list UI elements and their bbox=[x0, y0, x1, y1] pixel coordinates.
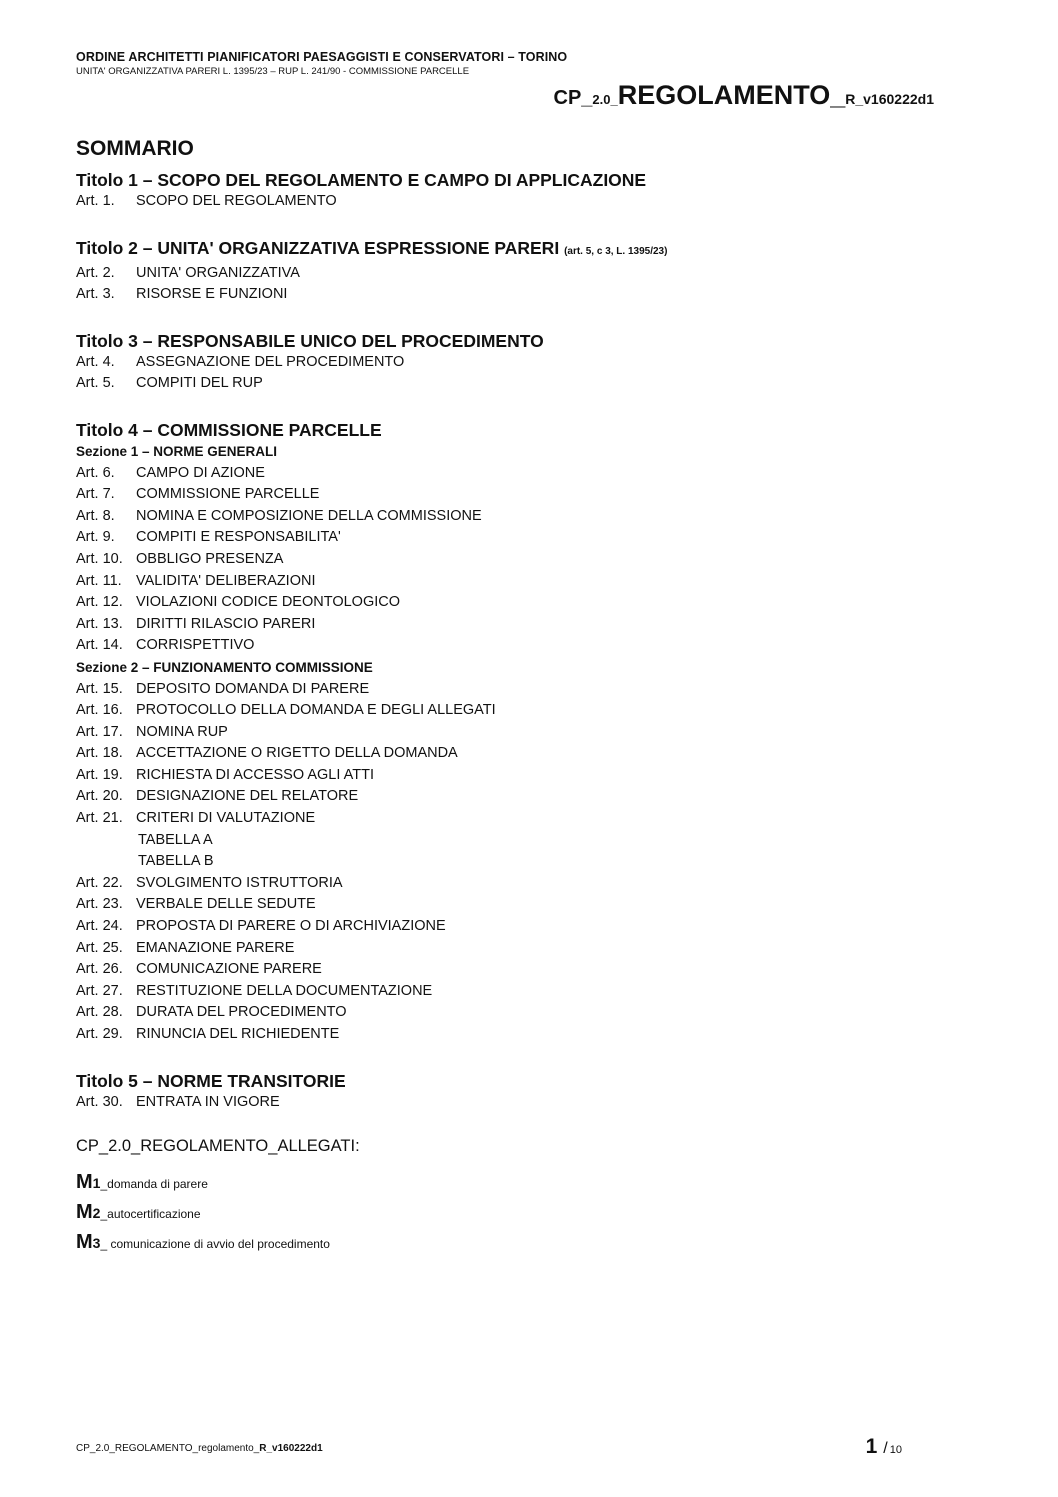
attachments-heading: CP_2.0_REGOLAMENTO_ALLEGATI: bbox=[76, 1137, 360, 1156]
article-number: Art. 12. bbox=[76, 594, 123, 611]
article-number: Art. 19. bbox=[76, 766, 123, 783]
article-number: Art. 23. bbox=[76, 896, 123, 913]
article-number: Art. 26. bbox=[76, 961, 123, 978]
article-title: ACCETTAZIONE O RIGETTO DELLA DOMANDA bbox=[136, 745, 458, 762]
article-title: ENTRATA IN VIGORE bbox=[136, 1093, 280, 1110]
footer-filename-text: CP_2.0_REGOLAMENTO_regolamento_ bbox=[76, 1443, 260, 1454]
toc-article bbox=[76, 808, 956, 830]
document-code bbox=[554, 80, 935, 111]
toc-title-3: Titolo 3 – RESPONSABILE UNICO DEL PROCEDIMENTO bbox=[76, 330, 544, 351]
attachment-title: _autocertificazione bbox=[100, 1207, 201, 1222]
document-code-prefix: CP_ bbox=[553, 87, 593, 109]
toc-article bbox=[76, 571, 956, 593]
article-title: DURATA DEL PROCEDIMENTO bbox=[136, 1004, 347, 1021]
article-number: Art. 29. bbox=[76, 1026, 123, 1042]
toc-article bbox=[76, 527, 956, 549]
article-number: Art. 1. bbox=[76, 193, 115, 209]
attachment-title: _ comunicazione di avvio del procedimento bbox=[100, 1237, 330, 1252]
article-number: Art. 30. bbox=[76, 1093, 123, 1110]
toc-section-1: Sezione 1 – NORME GENERALI bbox=[76, 443, 278, 459]
attachment-item bbox=[76, 1167, 956, 1197]
page-number bbox=[866, 1435, 902, 1459]
toc-article bbox=[76, 1002, 956, 1024]
article-title: SVOLGIMENTO ISTRUTTORIA bbox=[136, 874, 343, 891]
article-number: Art. 7. bbox=[76, 486, 115, 503]
toc-article bbox=[76, 722, 956, 744]
toc-article bbox=[76, 786, 956, 808]
toc-article bbox=[76, 873, 956, 895]
toc-title-4: Titolo 4 – COMMISSIONE PARCELLE bbox=[76, 419, 382, 440]
article-number: Art. 2. bbox=[76, 264, 115, 281]
attachment-number: 1 bbox=[92, 1175, 101, 1192]
toc-title-5: Titolo 5 – NORME TRANSITORIE bbox=[76, 1070, 346, 1091]
article-title: DEPOSITO DOMANDA DI PARERE bbox=[136, 680, 370, 697]
article-title: RICHIESTA DI ACCESSO AGLI ATTI bbox=[136, 766, 374, 783]
article-title: CORRISPETTIVO bbox=[136, 637, 255, 654]
article-title: UNITA' ORGANIZZATIVA bbox=[136, 264, 300, 281]
table-of-contents bbox=[76, 137, 956, 1257]
toc-article bbox=[76, 549, 956, 571]
article-number: Art. 24. bbox=[76, 918, 123, 935]
toc-article bbox=[76, 352, 956, 374]
article-number: Art. 11. bbox=[76, 572, 122, 589]
article-title: EMANAZIONE PARERE bbox=[136, 939, 295, 956]
article-number: Art. 20. bbox=[76, 788, 123, 805]
document-code-revision: R_v160222d1 bbox=[845, 91, 934, 107]
article-title: OBBLIGO PRESENZA bbox=[136, 550, 284, 567]
toc-article bbox=[76, 916, 956, 938]
organizational-unit: UNITA' ORGANIZZATIVA PARERI L. 1395/23 – RUP L. 241/90 - COMMISSIONE PARCELLE bbox=[76, 66, 470, 77]
toc-article bbox=[76, 614, 956, 636]
document-code-version: 2.0_ bbox=[592, 92, 618, 107]
article-title: PROPOSTA DI PARERE O DI ARCHIVIAZIONE bbox=[136, 918, 446, 935]
article-title: NOMINA RUP bbox=[136, 723, 228, 740]
toc-article bbox=[76, 463, 956, 485]
attachment-title: _domanda di parere bbox=[100, 1177, 208, 1192]
article-title: COMPITI DEL RUP bbox=[136, 375, 263, 392]
toc-title-2 bbox=[76, 237, 956, 263]
article-title: CAMPO DI AZIONE bbox=[136, 464, 265, 481]
article-title: VERBALE DELLE SEDUTE bbox=[136, 896, 316, 913]
article-title: RESTITUZIONE DELLA DOCUMENTAZIONE bbox=[136, 982, 433, 999]
toc-article bbox=[76, 679, 956, 701]
article-title: SCOPO DEL REGOLAMENTO bbox=[136, 193, 337, 209]
toc-heading: SOMMARIO bbox=[76, 137, 194, 160]
article-number: Art. 17. bbox=[76, 723, 123, 740]
article-title: VIOLAZIONI CODICE DEONTOLOGICO bbox=[136, 594, 400, 611]
article-number: Art. 6. bbox=[76, 464, 115, 481]
toc-article bbox=[76, 592, 956, 614]
article-title: RISORSE E FUNZIONI bbox=[136, 286, 288, 303]
toc-section-2: Sezione 2 – FUNZIONAMENTO COMMISSIONE bbox=[76, 659, 373, 675]
attachment-item bbox=[76, 1227, 956, 1257]
article-number: Art. 15. bbox=[76, 680, 123, 697]
attachment-letter: M bbox=[76, 1201, 93, 1224]
footer-filename-revision: R_v160222d1 bbox=[259, 1443, 323, 1454]
toc-article bbox=[76, 284, 956, 306]
organization-name: ORDINE ARCHITETTI PIANIFICATORI PAESAGGISTI E CONSERVATORI – TORINO bbox=[76, 50, 568, 64]
article-number: Art. 13. bbox=[76, 615, 123, 632]
article-title: CRITERI DI VALUTAZIONE bbox=[136, 810, 316, 827]
toc-title-2-text: Titolo 2 – UNITA' ORGANIZZATIVA ESPRESSIONE PARERI bbox=[76, 237, 560, 258]
toc-title-1: Titolo 1 – SCOPO DEL REGOLAMENTO E CAMPO DI APPLICAZIONE bbox=[76, 170, 647, 190]
attachment-number: 2 bbox=[92, 1205, 101, 1222]
article-number: Art. 14. bbox=[76, 637, 123, 654]
toc-article bbox=[76, 263, 956, 285]
toc-article bbox=[76, 981, 956, 1003]
attachment-letter: M bbox=[76, 1171, 93, 1194]
page-separator: / bbox=[883, 1440, 888, 1457]
document-code-name: REGOLAMENTO_ bbox=[617, 80, 846, 110]
article-title: DIRITTI RILASCIO PARERI bbox=[136, 615, 316, 632]
toc-article bbox=[76, 894, 956, 916]
toc-table-b: TABELLA B bbox=[138, 853, 214, 870]
toc-article bbox=[76, 743, 956, 765]
article-title: COMPITI E RESPONSABILITA' bbox=[136, 529, 341, 546]
article-number: Art. 5. bbox=[76, 375, 115, 392]
current-page: 1 bbox=[865, 1435, 878, 1458]
article-title: DESIGNAZIONE DEL RELATORE bbox=[136, 788, 359, 805]
toc-article bbox=[76, 373, 956, 395]
article-title: COMMISSIONE PARCELLE bbox=[136, 486, 320, 503]
attachment-item bbox=[76, 1197, 956, 1227]
article-number: Art. 4. bbox=[76, 353, 115, 370]
article-number: Art. 9. bbox=[76, 529, 115, 546]
article-number: Art. 22. bbox=[76, 874, 123, 891]
toc-article bbox=[76, 700, 956, 722]
article-title: COMUNICAZIONE PARERE bbox=[136, 961, 322, 978]
article-number: Art. 8. bbox=[76, 507, 115, 524]
article-number: Art. 27. bbox=[76, 982, 123, 999]
article-title: VALIDITA' DELIBERAZIONI bbox=[136, 572, 316, 589]
article-number: Art. 25. bbox=[76, 939, 123, 956]
toc-article bbox=[76, 959, 956, 981]
toc-table-a: TABELLA A bbox=[138, 831, 213, 848]
total-pages: 10 bbox=[889, 1444, 902, 1456]
toc-article bbox=[76, 506, 956, 528]
attachment-number: 3 bbox=[92, 1235, 101, 1252]
toc-article bbox=[76, 191, 956, 213]
article-title: ASSEGNAZIONE DEL PROCEDIMENTO bbox=[136, 353, 405, 370]
toc-article bbox=[76, 938, 956, 960]
article-number: Art. 28. bbox=[76, 1004, 123, 1021]
article-title: PROTOCOLLO DELLA DOMANDA E DEGLI ALLEGATI bbox=[136, 702, 496, 719]
toc-article bbox=[76, 1024, 956, 1046]
toc-title-2-note: (art. 5, c 3, L. 1395/23) bbox=[564, 245, 668, 257]
article-number: Art. 10. bbox=[76, 550, 123, 567]
footer-filename bbox=[76, 1443, 323, 1454]
attachment-letter: M bbox=[76, 1231, 93, 1254]
toc-article bbox=[76, 1092, 956, 1114]
article-number: Art. 16. bbox=[76, 702, 123, 719]
toc-article bbox=[76, 635, 956, 657]
article-number: Art. 21. bbox=[76, 810, 123, 827]
article-number: Art. 18. bbox=[76, 745, 123, 762]
article-title: NOMINA E COMPOSIZIONE DELLA COMMISSIONE bbox=[136, 507, 482, 524]
toc-article bbox=[76, 484, 956, 506]
article-title: RINUNCIA DEL RICHIEDENTE bbox=[136, 1026, 340, 1042]
toc-article bbox=[76, 765, 956, 787]
article-number: Art. 3. bbox=[76, 286, 115, 303]
